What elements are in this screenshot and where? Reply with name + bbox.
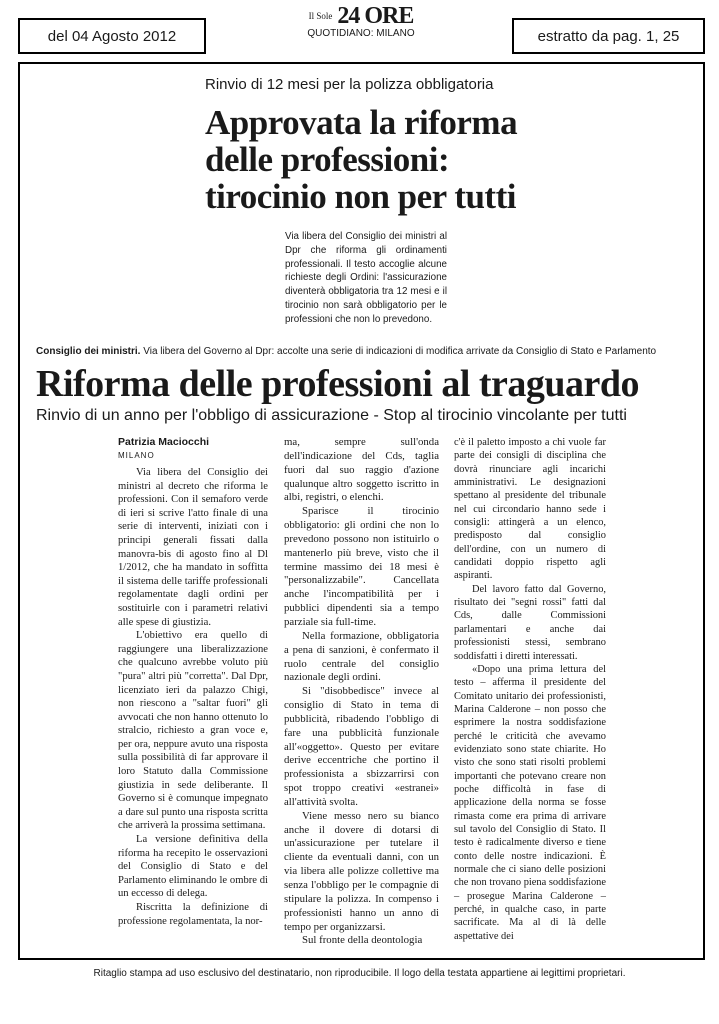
paragraph: Del lavoro fatto dal Governo, risultato dei "segni rossi" fatti dal Cds, dalle Commissioni parlamentari e anche dai professionisti stessi, sembrano soddisfatti i diretti interessati. [454, 583, 606, 662]
paragraph: Via libera del Consiglio dei ministri al decreto che riforma le professioni. Con il semaforo verde di ieri si scrive l'atto finale di una serie di interventi, iniziati con i principi generali fissati dalla manovra-bis di agosto fino al Dl 1/2012, che ha mandato in soffitta il sistema delle tariffe professionali regolamentate dagli ordini per sostituirle con i parametri relativi alle spese di giustizia. [118, 467, 268, 628]
paragraph: c'è il paletto imposto a chi vuole far parte dei consigli di disciplina che dovrà rinunciare agli incarichi amministrativi. Le designazioni spettano al presidente del tribunale nel cui circondario hanno sede i consigli: attingerà a un elenco, predisposto dal consiglio dell'ordine, con un numero di candidati doppio rispetto agli aspiranti. [454, 437, 606, 582]
paragraph: Sparisce il tirocinio obbligatorio: gli ordini che non lo prevedono possono non istituirlo o mantenerlo più breve, visto che il termine massimo dei 18 mesi è "personalizzabile". Cancellata anche l'incompatibilità per i pubblici dipendenti sia a tempo parziale sia full-time. [284, 505, 439, 628]
article1-summary: Via libera del Consiglio dei ministri al Dpr che riforma gli ordinamenti professionali. Il testo accoglie alcune richieste degli Ordini: l'assicurazione diventerà obbligatoria tra 12 mesi e il tirocinio non sarà obbligatorio per le professioni che non lo prevedono. [285, 231, 447, 325]
logo-sub: QUOTIDIANO: MILANO [307, 28, 415, 39]
logo-brand: 24 ORE [337, 3, 414, 29]
extract-box [512, 18, 705, 54]
article1-headline-line: tirocinio non per tutti [205, 177, 516, 216]
date-text: del 04 Agosto 2012 [47, 27, 177, 45]
author-name: Patrizia Maciocchi [118, 436, 210, 448]
section-label: Consiglio dei ministri. [36, 346, 141, 357]
article1-headline [205, 104, 517, 215]
article-column-2 [284, 436, 439, 948]
dateline-city: MILANO [118, 451, 155, 460]
article-column-1 [118, 466, 268, 928]
footer-disclaimer: Ritaglio stampa ad uso esclusivo del destinatario, non riproducibile. Il logo della testata appartiene ai legittimi proprietari. [93, 968, 626, 979]
subline-text: Via libera del Governo al Dpr: accolte una serie di indicazioni di modifica arrivate da Consiglio di Stato e Parlamento [143, 346, 657, 357]
paragraph: La versione definitiva della riforma ha recepito le osservazioni del Consiglio di Stato e del Parlamento eliminando le ombre di un eccesso di delega. [118, 834, 268, 900]
article-column-3 [454, 436, 606, 943]
newspaper-logo [286, 4, 436, 39]
article1-headline-line: Approvata la riforma [205, 103, 518, 142]
paragraph: Nella formazione, obbligatoria a pena di sanzioni, è confermato il ruolo centrale del consiglio nazionale degli ordini. [284, 629, 439, 684]
article2-headline: Riforma delle professioni al traguardo [36, 363, 640, 405]
paragraph: Viene messo nero su bianco anche il dovere di dotarsi di un'assicurazione per tutelare il cliente da eventuali danni, con un via libera alle polizze collettive ma senza l'obbligo per le compagnie di stipulare la polizza. In compenso i professionisti hanno un anno di tempo per organizzarsi. [284, 809, 439, 933]
paragraph: Riscritta la definizione di professione regolamentata, la nor- [118, 902, 268, 927]
paragraph: «Dopo una prima lettura del testo – afferma il presidente del Comitato unitario dei professionisti, Marina Calderone – non posso che esprimere la nostra soddisfazione perché le criticità che avevamo evidenziato sono state chiarite. Ho visto che sono stati risolti problemi importanti che potevano creare non poche difficoltà in fase di applicazione della norma se fosse rimasta come era prima di arrivare sul tavolo del Consiglio di Stato. Il testo è radicalmente diverso e tiene conto delle nostre indicazioni. È normale che ci siano delle posizioni che non trovano piena soddisfazione – prosegue Marina Calderone – perché, in qualche caso, in parte sacrificate. Ma al di là delle aspettative dei [454, 663, 606, 942]
article1-kicker: Rinvio di 12 mesi per la polizza obbligatoria [205, 76, 494, 93]
date-box [18, 18, 206, 54]
logo-top: Il Sole [308, 11, 333, 21]
article2-subline [36, 346, 656, 357]
article2-deck: Rinvio di un anno per l'obbligo di assicurazione - Stop al tirocinio vincolante per tutti [36, 407, 627, 424]
extract-text: estratto da pag. 1, 25 [537, 27, 680, 45]
paragraph: L'obiettivo era quello di raggiungere una liberalizzazione che qualcuno avrebbe voluto più "pura" altri più "corretta". Dal Dpr, licenziato ieri da palazzo Chigi, non riescono a "saltar fuori" gli avvocati che non hanno ottenuto lo stralcio, richiesto a gran voce e, per ora, neppure avuto una risposta sulla possibilità di far approvare il loro Statuto dalla Commissione giustizia in sede deliberante. Il Governo si è comunque impegnato a dare sul punto una risposta scritta che arriverà la prossima settimana. [118, 630, 268, 832]
paragraph: Sul fronte della deontologia [302, 934, 423, 947]
article1-headline-line: delle professioni: [205, 140, 450, 179]
paragraph: Si "disobbedisce" invece al consiglio di Stato in tema di pubblicità, ribadendo l'obbligo di fare una pubblicità funzionale all'«oggetto». Questo per evitare derive eccentriche che portino il professionista a sbizzarrirsi con spot troppo creativi «estranei» all'attività svolta. [284, 685, 439, 808]
paragraph: ma, sempre sull'onda dell'indicazione del Cds, taglia fuori dal suo raggio d'azione qualunque altro soggetto iscritto in albi, registri, o elenchi. [284, 436, 439, 504]
